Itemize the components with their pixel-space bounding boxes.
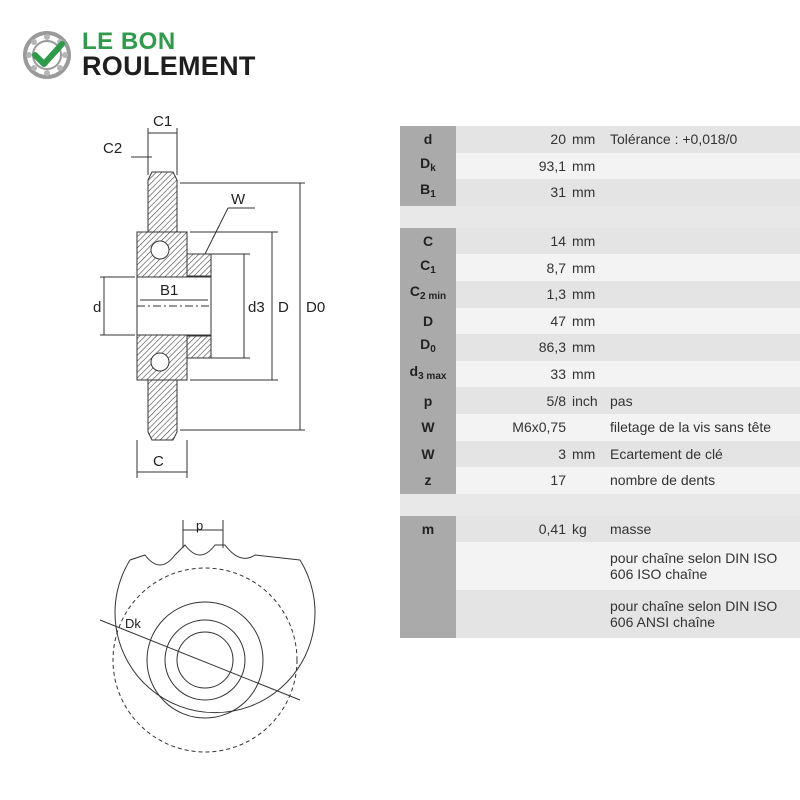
spec-row [400, 334, 800, 361]
spec-symbol-text: W [421, 419, 435, 436]
spec-row [400, 387, 800, 414]
spec-description [606, 308, 800, 335]
technical-drawing [0, 100, 400, 790]
label-d: d [93, 299, 102, 316]
label-w: W [231, 191, 246, 208]
spec-row [400, 414, 800, 441]
label-dk: Dk [125, 616, 141, 631]
spec-value: 5/8 [456, 387, 570, 414]
spec-row [400, 228, 800, 255]
label-D: D [278, 299, 289, 316]
label-b1: B1 [160, 282, 179, 299]
spacer-row [400, 206, 800, 228]
spec-unit: mm [570, 334, 606, 361]
spec-symbol [400, 590, 456, 638]
spec-symbol [400, 441, 456, 468]
spec-symbol-text: D [420, 336, 431, 353]
spec-value: 20 [456, 126, 570, 153]
spec-unit [570, 542, 606, 590]
spec-row [400, 254, 800, 281]
spec-description [606, 361, 800, 388]
spec-description: pour chaîne selon DIN ISO 606 ANSI chaîne [606, 590, 800, 638]
spec-unit [570, 590, 606, 638]
spec-description: pour chaîne selon DIN ISO 606 ISO chaîne [606, 542, 800, 590]
brand-logo [22, 26, 312, 86]
spec-symbol [400, 153, 456, 180]
spec-value: 0,41 [456, 516, 570, 543]
spec-symbol [400, 516, 456, 543]
spec-symbol [400, 467, 456, 494]
spec-unit: mm [570, 153, 606, 180]
spec-unit: mm [570, 179, 606, 206]
spec-symbol [400, 308, 456, 335]
spec-description: nombre de dents [606, 467, 800, 494]
spec-symbol-text: D [420, 154, 431, 171]
spec-value: 1,3 [456, 281, 570, 308]
brand-name-line2: ROULEMENT [82, 51, 256, 81]
spec-symbol-text: m [421, 521, 435, 538]
spec-symbol [400, 179, 456, 206]
spec-description [606, 179, 800, 206]
spec-description: Ecartement de clé [606, 441, 800, 468]
spec-value: 93,1 [456, 153, 570, 180]
spec-row [400, 179, 800, 206]
spec-symbol [400, 228, 456, 255]
spec-symbol-text: p [423, 392, 433, 409]
spec-unit: mm [570, 308, 606, 335]
spec-row [400, 153, 800, 180]
spec-description: pas [606, 387, 800, 414]
spec-row [400, 361, 800, 388]
label-c2: C2 [103, 140, 123, 157]
label-d3: d3 [248, 299, 265, 316]
spec-unit: mm [570, 126, 606, 153]
spec-description: masse [606, 516, 800, 543]
spec-value [456, 590, 570, 638]
spec-symbol [400, 254, 456, 281]
spec-symbol-subscript: 2 min [420, 291, 447, 303]
spec-value: 47 [456, 308, 570, 335]
spec-symbol-subscript: 3 max [418, 371, 447, 383]
spec-unit: mm [570, 361, 606, 388]
spec-description: Tolérance : +0,018/0 [606, 126, 800, 153]
spec-symbol [400, 387, 456, 414]
spec-symbol-subscript: 1 [430, 189, 436, 201]
spec-unit: mm [570, 254, 606, 281]
spec-unit [570, 467, 606, 494]
spacer-cell [400, 206, 800, 228]
spec-symbol [400, 414, 456, 441]
spec-value: 3 [456, 441, 570, 468]
spec-symbol [400, 334, 456, 361]
spec-unit [570, 414, 606, 441]
spec-description [606, 228, 800, 255]
spec-symbol-text: C [409, 283, 420, 300]
bearing-check-icon [22, 30, 72, 80]
label-c: C [153, 453, 164, 470]
spec-value: 17 [456, 467, 570, 494]
spec-symbol-text: C [422, 233, 434, 250]
spec-description [606, 334, 800, 361]
spec-description [606, 153, 800, 180]
specifications-table [400, 126, 800, 638]
label-p: p [196, 518, 204, 533]
spec-value: 33 [456, 361, 570, 388]
spec-symbol-text: z [424, 472, 432, 489]
spec-unit: mm [570, 228, 606, 255]
spec-unit: mm [570, 441, 606, 468]
spec-unit: mm [570, 281, 606, 308]
spec-unit: inch [570, 387, 606, 414]
spec-value: 8,7 [456, 254, 570, 281]
label-c1: C1 [153, 113, 173, 130]
spec-row [400, 281, 800, 308]
spec-value: 31 [456, 179, 570, 206]
spec-symbol-subscript: 0 [430, 344, 436, 356]
spec-symbol-text: D [422, 312, 434, 329]
spec-symbol [400, 542, 456, 590]
spec-symbol [400, 281, 456, 308]
spec-symbol-subscript: 1 [430, 264, 436, 276]
spacer-cell [400, 494, 800, 516]
spec-row [400, 126, 800, 153]
spec-row [400, 467, 800, 494]
spec-symbol-text: d [409, 363, 419, 380]
spacer-row [400, 494, 800, 516]
spec-value: M6x0,75 [456, 414, 570, 441]
spec-unit: kg [570, 516, 606, 543]
spec-value: 14 [456, 228, 570, 255]
spec-symbol [400, 361, 456, 388]
spec-symbol-subscript: k [430, 162, 436, 174]
spec-row [400, 590, 800, 638]
spec-symbol [400, 126, 456, 153]
spec-symbol-text: B [420, 181, 431, 198]
brand-name-line1: LE BON [82, 28, 176, 55]
spec-row [400, 441, 800, 468]
spec-value [456, 542, 570, 590]
spec-row [400, 308, 800, 335]
label-D0: D0 [306, 299, 326, 316]
spec-row [400, 542, 800, 590]
spec-symbol-text: d [423, 131, 433, 148]
spec-symbol-text: W [421, 445, 435, 462]
spec-description [606, 281, 800, 308]
spec-row [400, 516, 800, 543]
spec-value: 86,3 [456, 334, 570, 361]
spec-description: filetage de la vis sans tête [606, 414, 800, 441]
spec-symbol-text: C [420, 256, 431, 273]
spec-description [606, 254, 800, 281]
